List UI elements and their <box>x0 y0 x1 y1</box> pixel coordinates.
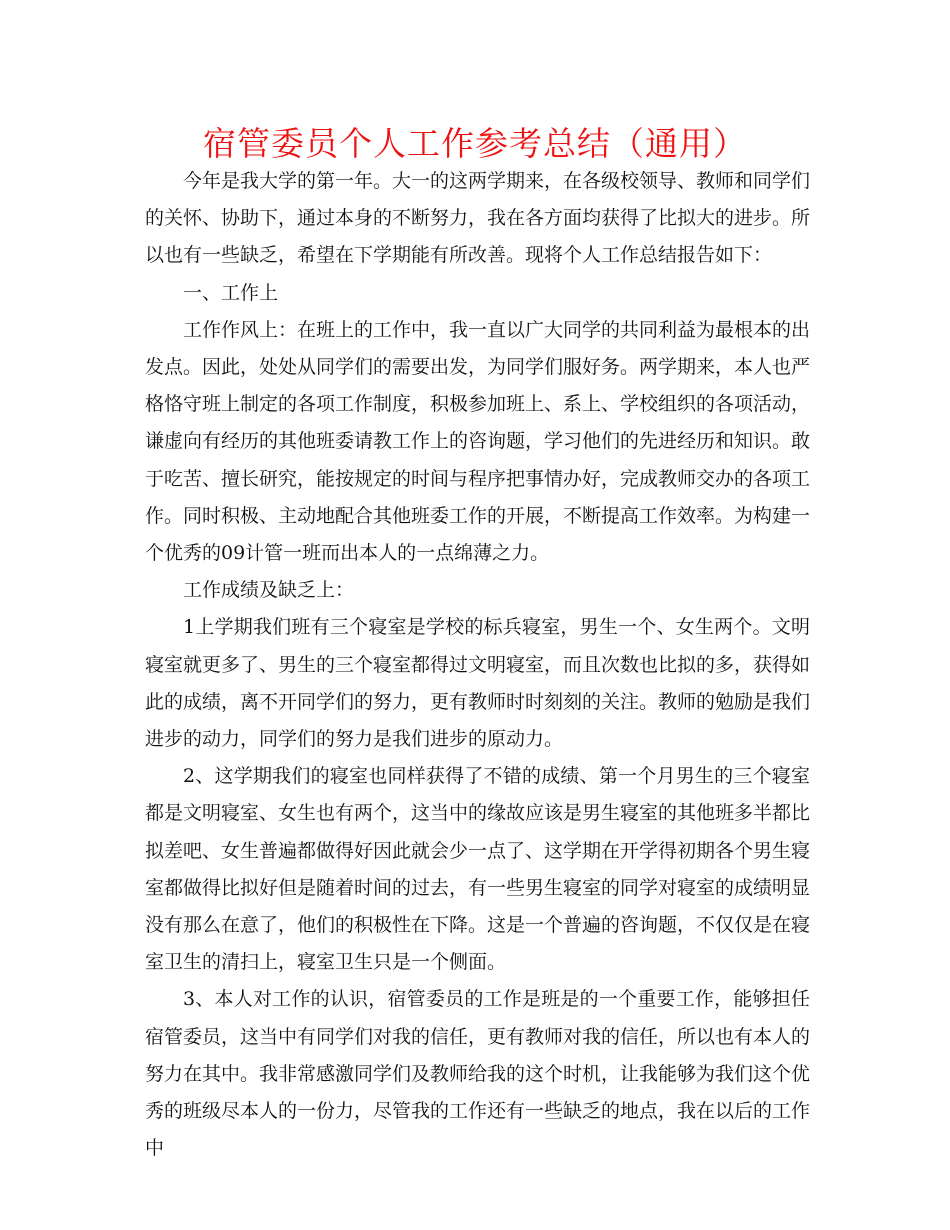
paragraph-item-3: 3、本人对工作的认识，宿管委员的工作是班是的一个重要工作，能够担任宿管委员，这当中有同学们对我的信任，更有教师对我的信任，所以也有本人的努力在其中。我非常感激同学们及教师给我的这个时机，让我能够为我们这个优秀的班级尽本人的一份力，尽管我的工作还有一些缺乏的地点，我在以后的工作中 <box>145 988 811 1160</box>
document-title: 宿管委员个人工作参考总结（通用） <box>203 124 747 163</box>
document-body <box>145 163 810 1167</box>
subheading-achievements: 工作成绩及缺乏上： <box>183 579 355 602</box>
paragraph-work-style: 工作作风上：在班上的工作中，我一直以广大同学的共同利益为最根本的出发点。因此，处处从同学们的需要出发，为同学们服好务。两学期来，本人也严格恪守班上制定的各项工作制度，积极参加班上、系上、学校组织的各项活动，谦虚向有经历的其他班委请教工作上的咨询题，学习他们的先进经历和知识。敢于吃苦、擅长研究，能按规定的时间与程序把事情办好，完成教师交办的各项工作。同时积极、主动地配合其他班委工作的开展，不断提高工作效率。为构建一个优秀的09计管一班而出本人的一点绵薄之力。 <box>145 318 811 565</box>
section-heading-work: 一、工作上 <box>183 281 279 304</box>
paragraph-intro: 今年是我大学的第一年。大一的这两学期来，在各级校领导、教师和同学们的关怀、协助下，通过本身的不断努力，我在各方面均获得了比拟大的进步。所以也有一些缺乏，希望在下学期能有所改善。现将个人工作总结报告如下： <box>145 170 811 267</box>
paragraph-item-1: 1上学期我们班有三个寝室是学校的标兵寝室，男生一个、女生两个。文明寝室就更多了、男生的三个寝室都得过文明寝室，而且次数也比拟的多，获得如此的成绩，离不开同学们的努力，更有教师时时刻刻的关注。教师的勉励是我们进步的动力，同学们的努力是我们进步的原动力。 <box>145 616 811 751</box>
paragraph-item-2: 2、这学期我们的寝室也同样获得了不错的成绩、第一个月男生的三个寝室都是文明寝室、女生也有两个，这当中的缘故应该是男生寝室的其他班多半都比拟差吧、女生普遍都做得好因此就会少一点了、这学期在开学得初期各个男生寝室都做得比拟好但是随着时间的过去，有一些男生寝室的同学对寝室的成绩明显没有那么在意了，他们的积极性在下降。这是一个普遍的咨询题，不仅仅是在寝室卫生的清扫上，寝室卫生只是一个侧面。 <box>145 765 811 974</box>
